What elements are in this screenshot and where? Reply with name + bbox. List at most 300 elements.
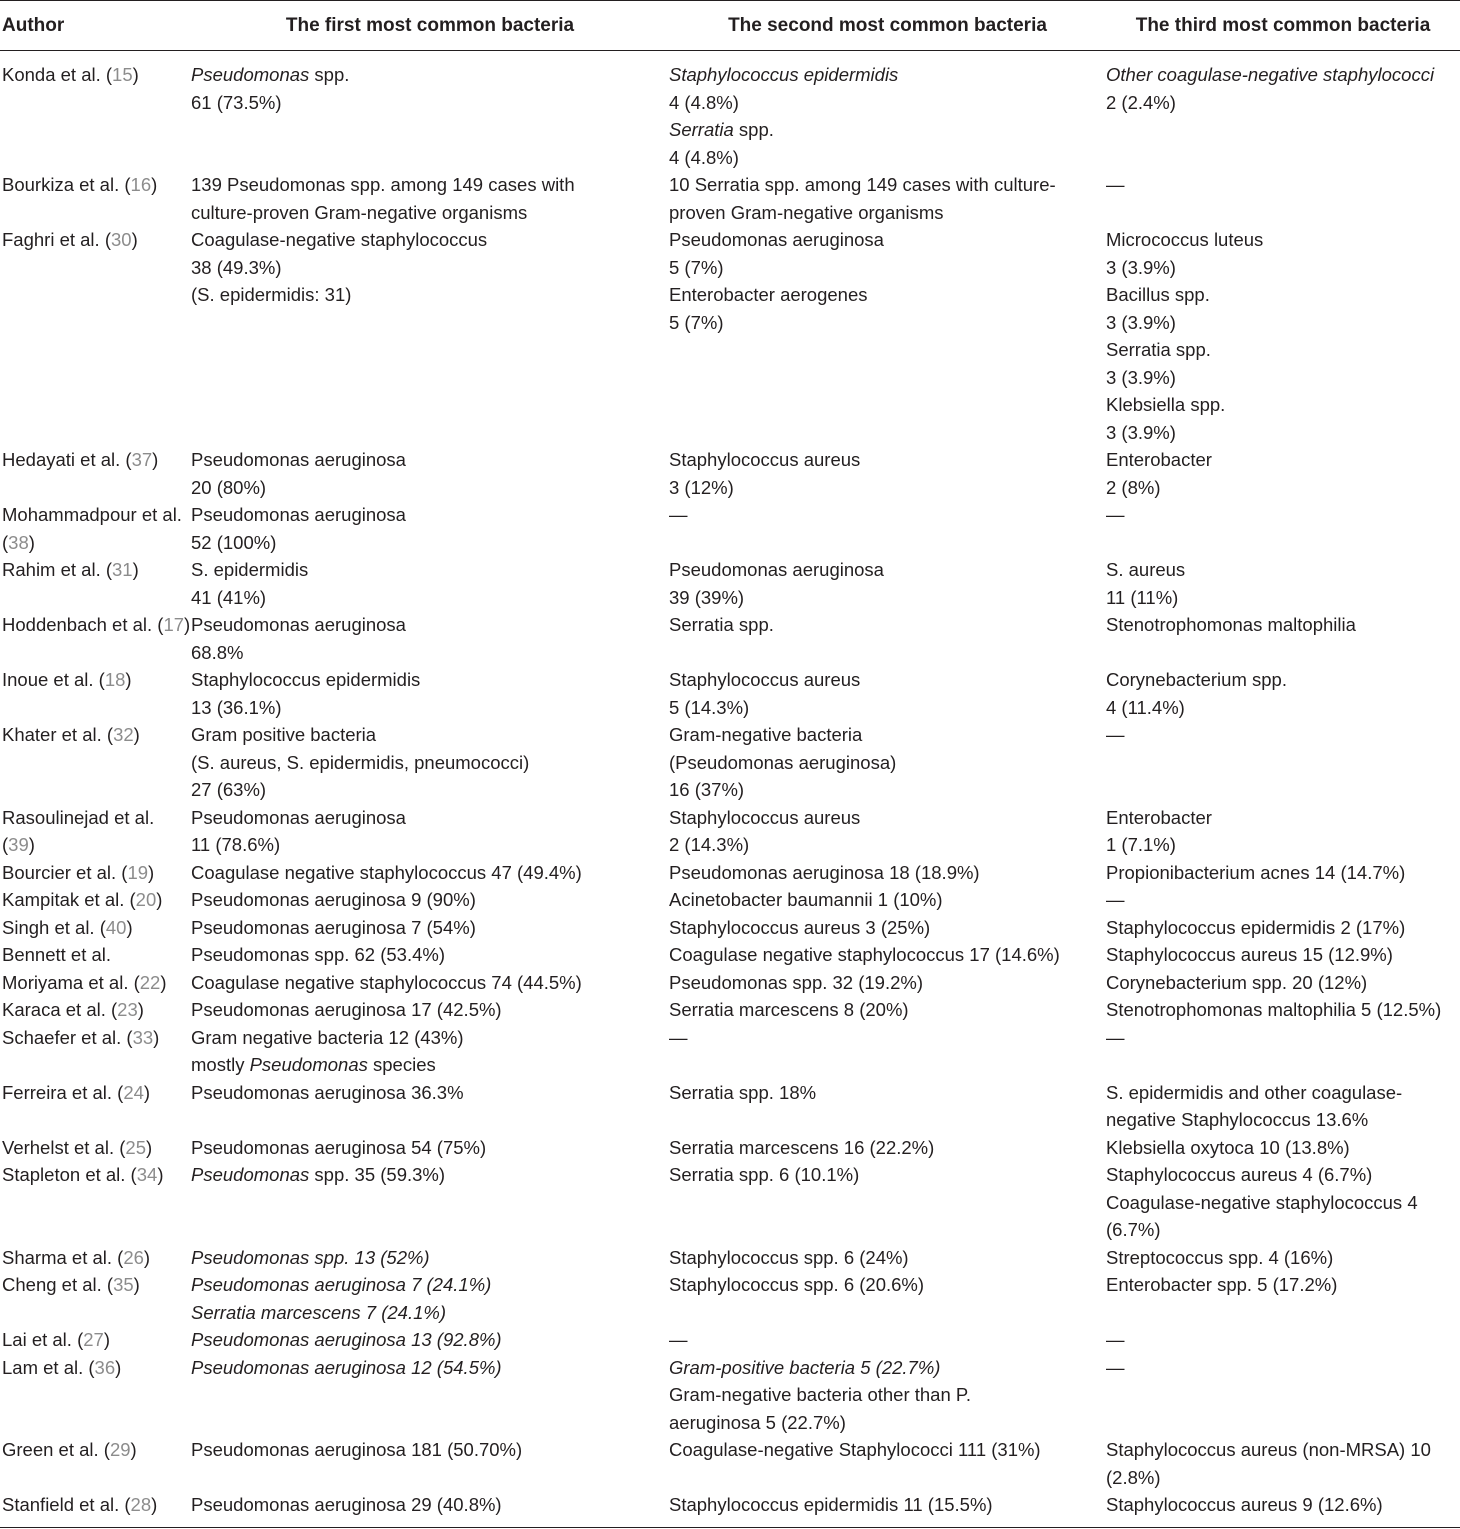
cell-line [1106,391,1460,419]
cell-text: 11 (11%) [1106,586,1179,608]
table-row [0,171,1460,226]
third-bacteria-cell [1106,859,1460,887]
table-row [0,1134,1460,1162]
cell-text: Coagulase negative staphylococcus 17 (14.6%) [669,944,1060,965]
cell-text: Pseudomonas aeruginosa 7 (24.1%) [191,1274,492,1295]
cell-line [1106,996,1460,1024]
table-row [0,666,1460,721]
table-row [0,941,1460,969]
first-bacteria-cell [191,51,669,172]
cell-text: Pseudomonas aeruginosa [669,559,884,580]
cell-text: proven Gram-negative organisms [669,201,944,223]
third-bacteria-cell [1106,941,1460,969]
cell-text: — [1106,1026,1125,1048]
author-name: Mohammadpour et al. ( [2,504,182,553]
cell-text: Serratia marcescens 16 (22.2%) [669,1136,935,1158]
table-row [0,1326,1460,1354]
cell-line [669,1381,1106,1409]
cell-text: Acinetobacter baumannii 1 (10%) [669,889,943,910]
cell-line [1106,1271,1460,1299]
second-bacteria-cell [669,1244,1106,1272]
second-bacteria-cell [669,859,1106,887]
author-reference: 16 [130,174,152,195]
author-cell [0,51,191,172]
cell-text: Pseudomonas aeruginosa 18 (18.9%) [669,861,980,883]
cell-line [191,666,669,694]
cell-line [1106,1161,1460,1189]
cell-text: 61 (73.5%) [191,91,282,113]
cell-line [191,776,669,804]
table-row [0,1491,1460,1527]
cell-text: Pseudomonas [249,1054,368,1075]
cell-text: 16 (37%) [669,779,745,800]
cell-text: Staphylococcus aureus [669,449,861,470]
author-cell [0,1326,191,1354]
cell-line [1106,721,1460,749]
author-cell [0,1079,191,1134]
cell-line [191,1051,669,1079]
cell-text: — [669,1329,688,1350]
author-name: Hoddenbach et al. ( [2,614,164,635]
cell-text: Gram-positive bacteria 5 (22.7%) [669,1356,941,1378]
author-reference-close: ) [115,1356,122,1378]
author-reference: 30 [111,229,132,250]
cell-text: S. epidermidis [191,559,309,580]
cell-line [669,804,1106,832]
cell-text: Staphylococcus epidermidis 11 (15.5%) [669,1494,993,1515]
table-row [0,1354,1460,1437]
author-reference: 22 [139,971,161,993]
author-name: Karaca et al. ( [2,999,118,1020]
cell-line [1106,281,1460,309]
third-bacteria-cell [1106,1326,1460,1354]
author-cell [0,666,191,721]
second-bacteria-cell [669,501,1106,556]
cell-text: Gram negative bacteria 12 (43%) [191,1026,464,1048]
first-bacteria-cell [191,556,669,611]
cell-line [669,749,1106,777]
cell-text: Pseudomonas aeruginosa 12 (54.5%) [191,1356,502,1378]
cell-text: 5 (7%) [669,256,724,278]
cell-text: Coagulase negative staphylococcus 47 (49.4%) [191,861,582,883]
cell-line [1106,886,1460,914]
cell-line [1106,419,1460,447]
cell-line [669,89,1106,117]
cell-line [669,501,1106,529]
cell-line [1106,556,1460,584]
cell-line [669,281,1106,309]
author-reference-close: ) [137,999,144,1020]
cell-text: 3 (3.9%) [1106,421,1176,443]
cell-text: Propionibacterium acnes 14 (14.7%) [1106,861,1406,883]
author-name: Lam et al. ( [2,1356,95,1378]
cell-text: Corynebacterium spp. [1106,669,1287,690]
cell-text: spp. [733,119,774,140]
cell-line [669,61,1106,89]
cell-line [669,996,1106,1024]
cell-line [1106,1436,1460,1464]
cell-line [191,61,669,89]
cell-text: — [1106,889,1125,910]
table-row [0,1436,1460,1491]
header-second-bacteria: The second most common bacteria [669,1,1106,51]
cell-text: Serratia marcescens 8 (20%) [669,999,909,1020]
third-bacteria-cell [1106,1271,1460,1326]
cell-line [1106,1106,1460,1134]
second-bacteria-cell [669,914,1106,942]
cell-line [1106,254,1460,282]
cell-line [191,831,669,859]
cell-text: Gram-negative bacteria other than P. [669,1384,971,1405]
author-name: Moriyama et al. ( [2,971,140,993]
second-bacteria-cell [669,804,1106,859]
table-row [0,859,1460,887]
author-reference: 37 [131,449,153,470]
table-row [0,446,1460,501]
author-cell [0,996,191,1024]
cell-text: Pseudomonas aeruginosa 17 (42.5%) [191,999,502,1020]
author-name: Rahim et al. ( [2,559,113,580]
third-bacteria-cell [1106,226,1460,446]
author-reference: 20 [135,889,157,910]
author-reference-close: ) [132,64,139,85]
table-row [0,226,1460,446]
author-cell [0,446,191,501]
cell-line [191,1079,669,1107]
second-bacteria-cell [669,1134,1106,1162]
first-bacteria-cell [191,1436,669,1491]
cell-line [191,1161,669,1189]
author-reference: 15 [112,64,133,85]
third-bacteria-cell [1106,666,1460,721]
author-reference-close: ) [151,1494,158,1515]
author-name: Lai et al. ( [2,1329,84,1350]
cell-text: 4 (4.8%) [669,146,739,168]
cell-line [669,199,1106,227]
cell-text: (S. epidermidis: 31) [191,284,352,305]
first-bacteria-cell [191,859,669,887]
author-reference: 26 [123,1246,144,1268]
author-name: Kampitak et al. ( [2,889,136,910]
cell-text: Pseudomonas aeruginosa [669,229,884,250]
second-bacteria-cell [669,446,1106,501]
cell-line [191,1354,669,1382]
cell-text: Klebsiella spp. [1106,394,1226,415]
cell-text: — [1106,174,1125,195]
third-bacteria-cell [1106,171,1460,226]
cell-line [191,281,669,309]
first-bacteria-cell [191,886,669,914]
second-bacteria-cell [669,886,1106,914]
author-cell [0,611,191,666]
cell-line [191,639,669,667]
cell-text: Pseudomonas aeruginosa 29 (40.8%) [191,1494,502,1515]
author-name: Khater et al. ( [2,724,114,745]
cell-text: negative Staphylococcus 13.6% [1106,1109,1369,1130]
cell-line [1106,1024,1460,1052]
cell-line [669,1024,1106,1052]
author-cell [0,1244,191,1272]
third-bacteria-cell [1106,1436,1460,1491]
cell-line [669,474,1106,502]
second-bacteria-cell [669,226,1106,446]
second-bacteria-cell [669,969,1106,997]
cell-line [669,831,1106,859]
cell-line [191,996,669,1024]
author-reference: 25 [125,1136,146,1158]
author-reference-close: ) [28,531,35,553]
author-reference: 19 [127,861,149,883]
second-bacteria-cell [669,1436,1106,1491]
cell-line [1106,61,1460,89]
author-reference: 17 [163,614,185,635]
author-cell [0,1271,191,1326]
cell-line [191,254,669,282]
cell-line [669,886,1106,914]
cell-line [191,886,669,914]
cell-text: 139 Pseudomonas spp. among 149 cases with [191,174,575,195]
second-bacteria-cell [669,171,1106,226]
author-cell [0,1436,191,1491]
cell-text: 1 (7.1%) [1106,834,1176,855]
second-bacteria-cell [669,1491,1106,1527]
header-author: Author [0,1,191,51]
cell-line [191,529,669,557]
cell-text: Enterobacter [1106,449,1212,470]
cell-line [669,1079,1106,1107]
cell-line [191,446,669,474]
author-cell [0,1134,191,1162]
author-name: Hedayati et al. ( [2,449,132,470]
cell-text: 20 (80%) [191,476,267,498]
second-bacteria-cell [669,611,1106,666]
author-cell [0,804,191,859]
third-bacteria-cell [1106,969,1460,997]
cell-line [191,89,669,117]
table-row [0,721,1460,804]
cell-line [669,611,1106,639]
table-row [0,886,1460,914]
author-reference: 33 [132,1026,154,1048]
cell-line [1106,474,1460,502]
cell-text: Pseudomonas aeruginosa 7 (54%) [191,916,476,938]
cell-line [191,611,669,639]
author-reference-close: ) [126,916,133,938]
table-row [0,804,1460,859]
cell-text: Streptococcus spp. 4 (16%) [1106,1246,1334,1268]
second-bacteria-cell [669,1326,1106,1354]
cell-text: Pseudomonas aeruginosa 9 (90%) [191,889,476,910]
cell-line [1106,1354,1460,1382]
cell-line [669,721,1106,749]
table-row [0,969,1460,997]
cell-text: Pseudomonas aeruginosa 54 (75%) [191,1136,487,1158]
third-bacteria-cell [1106,1354,1460,1437]
cell-line [191,226,669,254]
cell-line [669,556,1106,584]
cell-text: — [1106,724,1125,745]
cell-line [1106,364,1460,392]
header-row [0,1,1460,51]
cell-line [1106,1244,1460,1272]
cell-text: 3 (3.9%) [1106,311,1176,333]
third-bacteria-cell [1106,51,1460,172]
cell-line [191,859,669,887]
first-bacteria-cell [191,1161,669,1244]
author-reference-close: ) [184,614,191,635]
cell-text: — [669,504,688,525]
cell-line [1106,501,1460,529]
cell-text: 11 (78.6%) [191,834,281,855]
cell-text: species [367,1054,436,1075]
first-bacteria-cell [191,446,669,501]
author-cell [0,1161,191,1244]
third-bacteria-cell [1106,1491,1460,1527]
cell-line [669,1436,1106,1464]
author-reference: 34 [136,1164,158,1185]
cell-line [669,144,1106,172]
cell-line [669,584,1106,612]
cell-text: S. epidermidis and other coagulase- [1106,1081,1403,1103]
cell-text: aeruginosa 5 (22.7%) [669,1411,846,1433]
third-bacteria-cell [1106,446,1460,501]
cell-text: Enterobacter spp. 5 (17.2%) [1106,1274,1338,1295]
cell-line [1106,611,1460,639]
cell-line [1106,941,1460,969]
third-bacteria-cell [1106,804,1460,859]
cell-line [669,309,1106,337]
cell-line [191,171,669,199]
cell-text: 4 (4.8%) [669,91,739,113]
header-first-bacteria: The first most common bacteria [191,1,669,51]
cell-text: Serratia marcescens 7 (24.1%) [191,1301,446,1323]
third-bacteria-cell [1106,501,1460,556]
author-name: Ferreira et al. ( [2,1081,124,1103]
cell-line [1106,1326,1460,1354]
cell-line [191,1271,669,1299]
cell-line [191,584,669,612]
third-bacteria-cell [1106,1079,1460,1134]
cell-line [191,1244,669,1272]
cell-text: Serratia spp. [1106,339,1211,360]
cell-text: Pseudomonas aeruginosa [191,806,406,828]
author-reference: 40 [105,916,127,938]
cell-line [669,226,1106,254]
cell-line [1106,309,1460,337]
cell-line [669,446,1106,474]
cell-line [1106,1134,1460,1162]
cell-line [1106,914,1460,942]
cell-line [191,969,669,997]
cell-line [191,1326,669,1354]
first-bacteria-cell [191,171,669,226]
first-bacteria-cell [191,996,669,1024]
cell-text: Serratia [669,119,734,140]
cell-line [669,1409,1106,1437]
first-bacteria-cell [191,226,669,446]
author-cell [0,886,191,914]
cell-line [1106,226,1460,254]
cell-text: 3 (3.9%) [1106,256,1176,278]
cell-text: Serratia spp. [669,614,774,635]
author-reference: 31 [112,559,133,580]
cell-line [669,1326,1106,1354]
first-bacteria-cell [191,721,669,804]
first-bacteria-cell [191,941,669,969]
cell-line [191,501,669,529]
cell-line [191,1024,669,1052]
cell-text: (S. aureus, S. epidermidis, pneumococci) [191,751,530,773]
second-bacteria-cell [669,721,1106,804]
first-bacteria-cell [191,804,669,859]
author-cell [0,914,191,942]
author-reference-close: ) [156,889,163,910]
cell-line [1106,336,1460,364]
cell-text: Gram-negative bacteria [669,724,863,745]
cell-line [669,116,1106,144]
author-reference-close: ) [125,669,132,690]
author-name: Cheng et al. ( [2,1274,114,1295]
cell-line [191,914,669,942]
cell-text: Staphylococcus aureus 9 (12.6%) [1106,1494,1383,1515]
cell-text: 5 (14.3%) [669,696,750,718]
author-name: Stanfield et al. ( [2,1494,131,1515]
cell-line [1106,1216,1460,1244]
third-bacteria-cell [1106,886,1460,914]
cell-line [669,1161,1106,1189]
cell-line [1106,171,1460,199]
cell-text: spp. 35 (59.3%) [309,1164,446,1185]
author-reference: 24 [123,1081,144,1103]
third-bacteria-cell [1106,1024,1460,1079]
author-reference: 18 [104,669,126,690]
second-bacteria-cell [669,996,1106,1024]
cell-text: (6.7%) [1106,1219,1161,1240]
author-reference-close: ) [153,1026,160,1048]
second-bacteria-cell [669,1079,1106,1134]
author-name: Rasoulinejad et al. ( [2,806,155,855]
cell-text: (Pseudomonas aeruginosa) [669,751,897,773]
cell-text: Stenotrophomonas maltophilia 5 (12.5%) [1106,999,1442,1020]
author-reference-close: ) [160,971,167,993]
cell-line [191,804,669,832]
cell-text: Micrococcus luteus [1106,229,1264,250]
cell-text: 2 (14.3%) [669,834,750,855]
cell-line [669,776,1106,804]
first-bacteria-cell [191,1024,669,1079]
author-reference: 36 [94,1356,116,1378]
first-bacteria-cell [191,1271,669,1326]
table-row [0,996,1460,1024]
cell-line [191,749,669,777]
cell-text: Pseudomonas aeruginosa 36.3% [191,1081,464,1103]
third-bacteria-cell [1106,556,1460,611]
cell-line [669,1134,1106,1162]
cell-line [669,914,1106,942]
cell-text: Staphylococcus spp. 6 (20.6%) [669,1274,925,1295]
cell-line [669,1271,1106,1299]
table-row [0,914,1460,942]
cell-text: Coagulase-negative staphylococcus 4 [1106,1191,1418,1213]
third-bacteria-cell [1106,914,1460,942]
cell-line [1106,969,1460,997]
author-reference-close: ) [157,1164,164,1185]
table-row [0,501,1460,556]
author-reference-close: ) [143,1081,151,1103]
cell-text: 68.8% [191,641,244,663]
cell-text: spp. 13 (52%) [309,1246,430,1268]
author-reference: 23 [117,999,138,1020]
